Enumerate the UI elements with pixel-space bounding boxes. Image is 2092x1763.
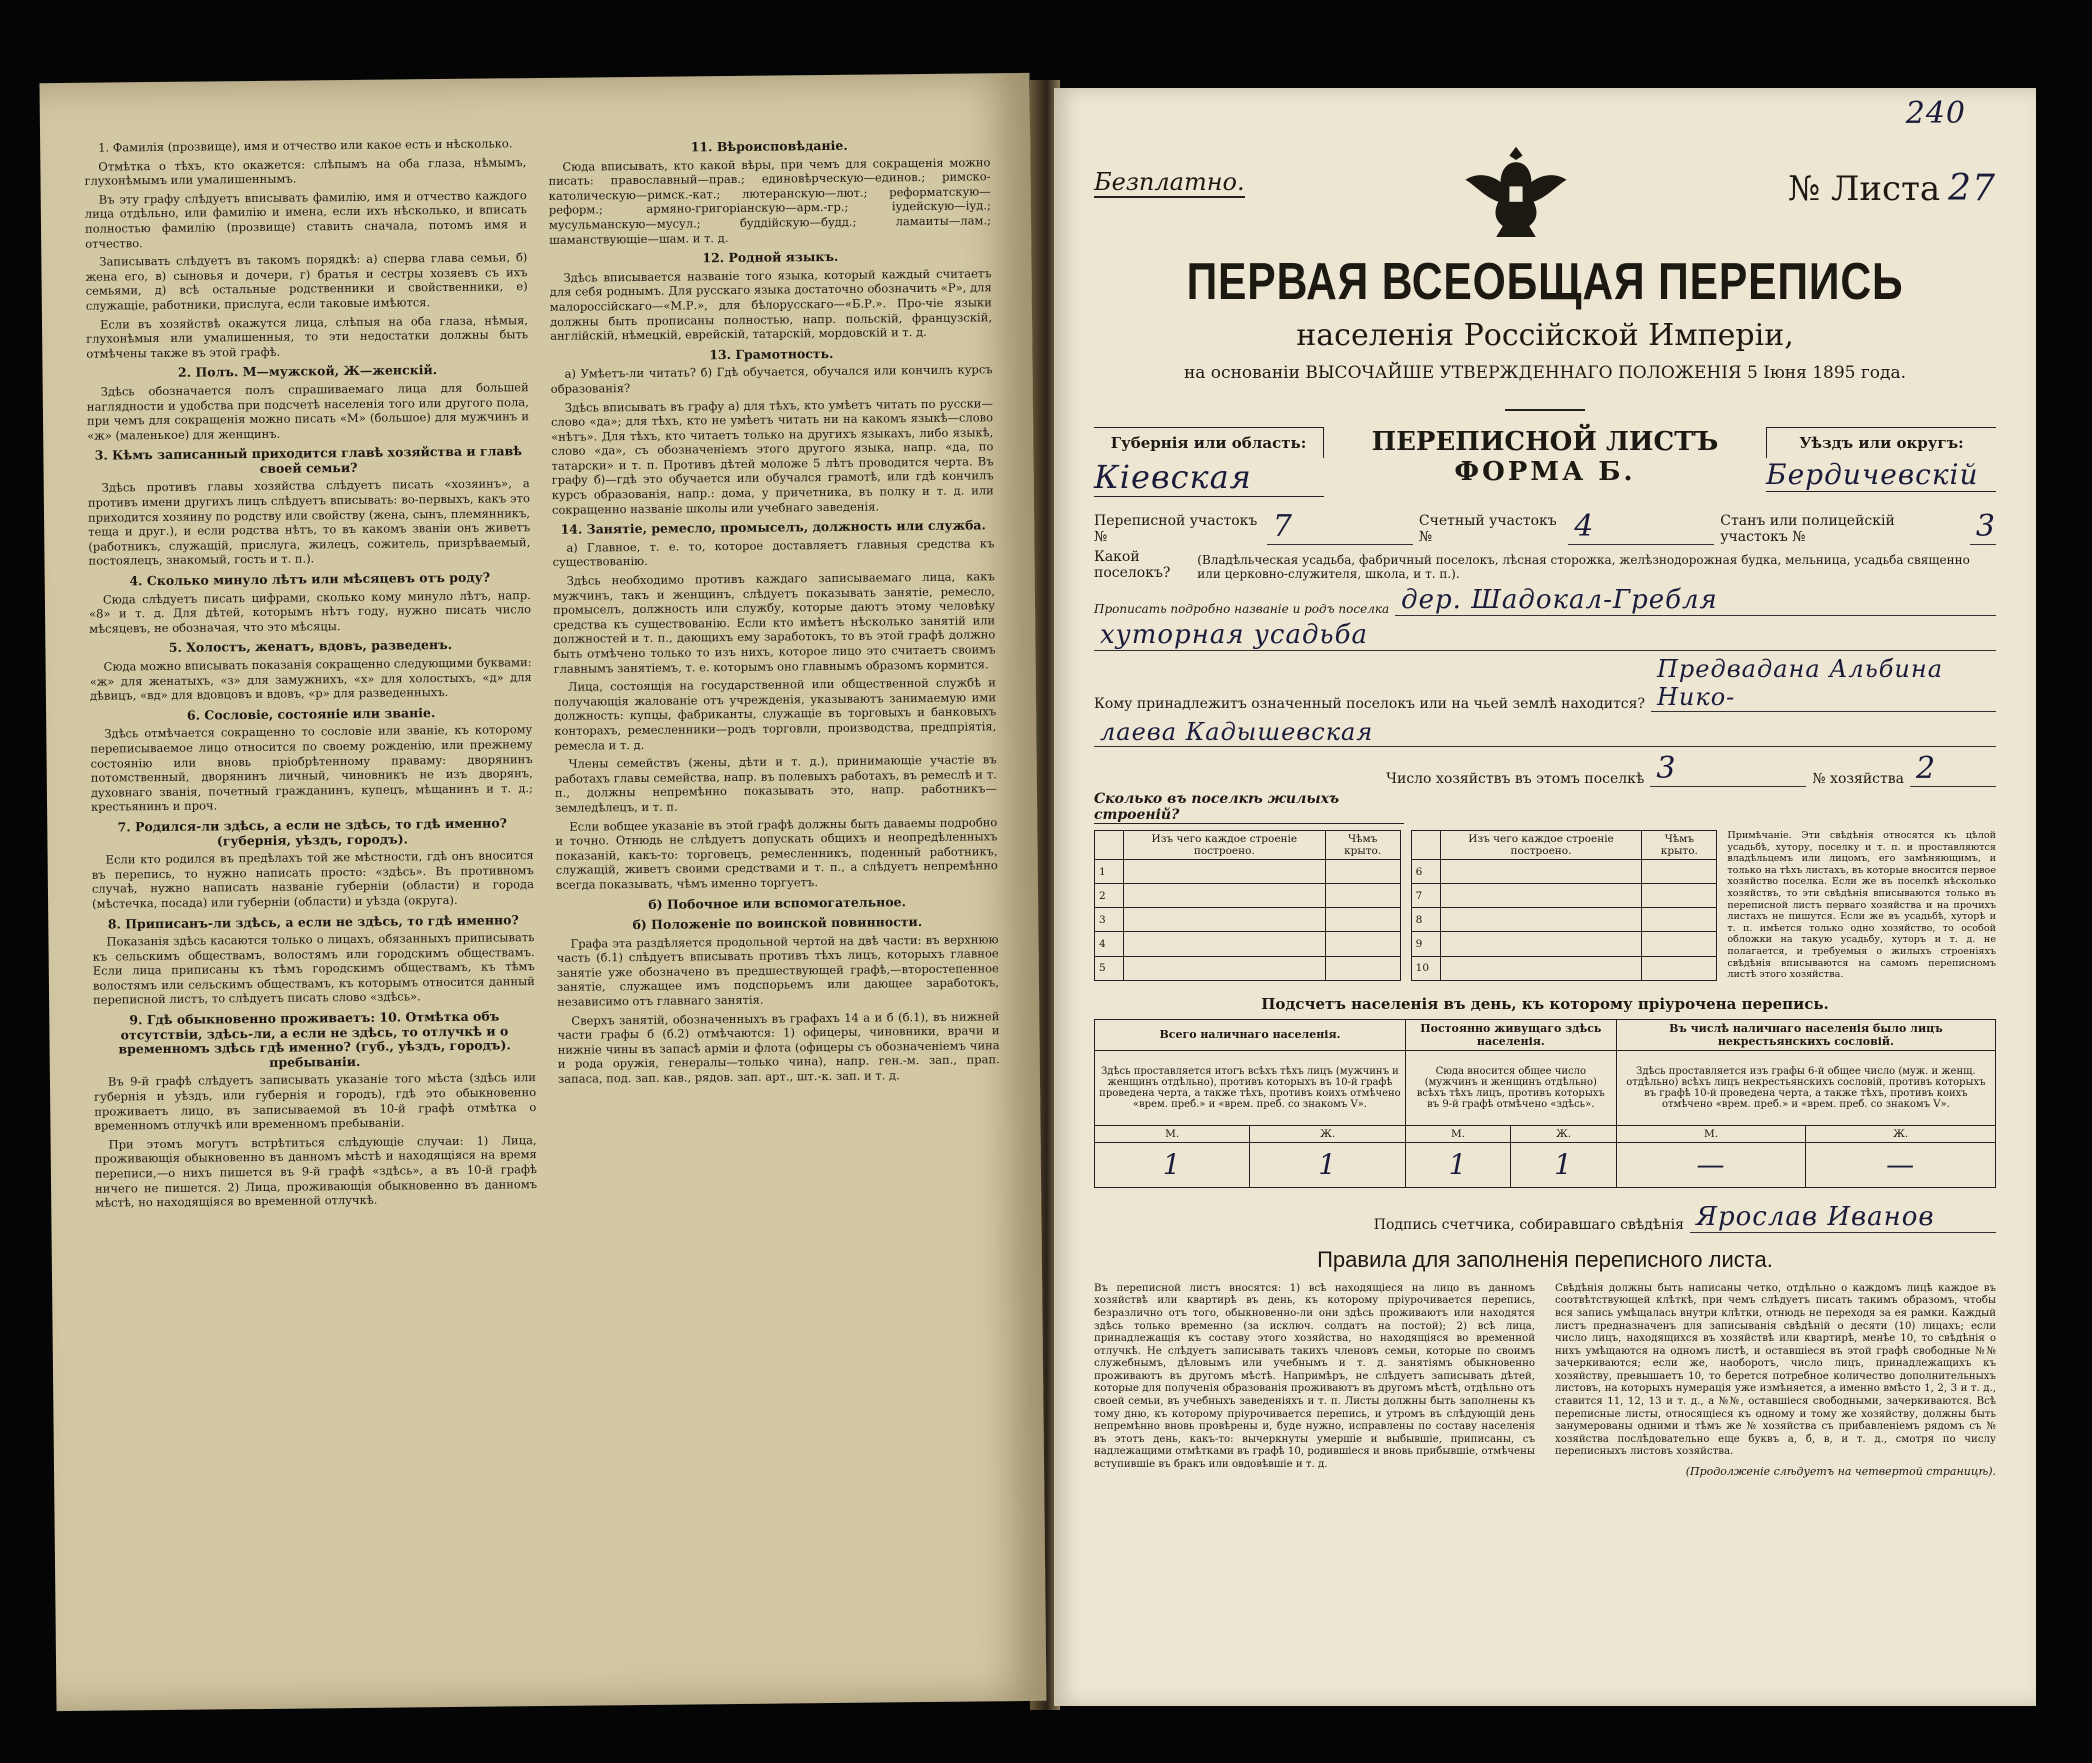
instruction-paragraph: Лица, состоящія на государственной или общественной службѣ и получающія жалованіе отъ учрежденія, указываютъ занимаемую ими должность: купцы, фабриканты, служащіе въ торговыхъ и банковыхъ конторахъ, ремесленники—родъ торговли, производства, предпріятія, ремесла и т. д. bbox=[553, 675, 997, 753]
instruction-paragraph: 1. Фамилія (прозвище), имя и отчество или какое есть и нѣсколько. bbox=[98, 136, 513, 155]
poselok-hint: (Владѣльческая усадьба, фабричный поселокъ, лѣсная сторожка, желѣзнодорожная будка, мельница, усадьба священно или церковно-служителя, школа, и т. п.). bbox=[1197, 553, 1970, 581]
count-sex-label: М. bbox=[1616, 1125, 1806, 1142]
stan-value: 3 bbox=[1970, 509, 1996, 545]
building-row: 6 bbox=[1411, 860, 1717, 884]
building-row: 1 bbox=[1095, 860, 1401, 884]
list-number-label: № Листа bbox=[1788, 169, 1941, 209]
household-number-value: 2 bbox=[1910, 751, 1996, 787]
schet-uchastok-value: 4 bbox=[1568, 509, 1714, 545]
count-col-desc: Здѣсь проставляется изъ графы 6-й общее число (муж. и женщ. отдѣльно) всѣхъ лицъ некрестьянскихъ сословій, противъ которыхъ въ графѣ 10-й проведена черта, а также тѣхъ, противъ коихъ отмѣчено «врем. преб.» и «врем. преб. со знакомъ V». bbox=[1616, 1050, 1995, 1125]
instruction-paragraph: а) Умѣетъ-ли читать? б) Гдѣ обучается, обучался или кончилъ курсъ образованія? bbox=[550, 362, 993, 396]
bld-col-material: Изъ чего каждое строеніе построено. bbox=[1124, 831, 1326, 860]
bld-col-roof-2: Чѣмъ крыто. bbox=[1642, 831, 1717, 860]
instruction-paragraph: Если въ хозяйствѣ окажутся лица, слѣпыя на оба глаза, нѣмыя, глухонѣмыя или умалишенныя, то эти недостатки должны быть отмѣчены также въ этой графѣ. bbox=[86, 312, 529, 361]
instruction-paragraph: Въ 9-й графѣ слѣдуетъ записывать указаніе того мѣста (здѣсь или губернія и уѣздъ, или губернія и городъ), гдѣ это обыкновенно проживаетъ лицо, въ записываемой въ 10-й графѣ отмѣтка о временномъ отлучкѣ или временномъ пребываніи. bbox=[94, 1070, 537, 1133]
instruction-paragraph: Если вобщее указаніе въ этой графѣ должны быть даваемы подробно и точно. Отнюдь не слѣдуетъ допускать общихъ и неопредѣленныхъ показаній, какъ-то: торговецъ, ремесленникъ, поденный работникъ, служащій, живетъ своими средствами и т. п., а слѣдуетъ непремѣнно всегда показывать, чѣмъ именно торгуетъ. bbox=[555, 814, 998, 892]
count-value: — bbox=[1806, 1142, 1996, 1187]
bld-col-material-2: Изъ чего каждое строеніе построено. bbox=[1440, 831, 1642, 860]
count-sex-label: Ж. bbox=[1511, 1125, 1616, 1142]
count-title: Подсчетъ населенія въ день, къ которому пріурочена перепись. bbox=[1261, 994, 1829, 1013]
form-type-letter: ФОРМА Б. bbox=[1454, 457, 1636, 487]
buildings-note: Примѣчаніе. Эти свѣдѣнія относятся къ цѣлой усадьбѣ, хутору, поселку и т. п. и проставляются владѣльцемъ или лицомъ, его замѣняющимъ, и только на тѣхъ листахъ, въ которые вносится первое хозяйство поселка. Если же въ поселкѣ нѣсколько хозяйствъ, то эти свѣдѣнія вписываются только въ переписной листъ перваго хозяйства и на прочихъ листахъ не пишутся. Если же въ усадьбѣ, хуторѣ и т. п. имѣется только одно хозяйство, то особой обложки на такую усадьбу, хуторъ и т. д. не полагается, и требуемыя о жилыхъ строеніяхъ свѣдѣнія вписываются на самомъ переписномъ листѣ этого хозяйства. bbox=[1727, 830, 1996, 981]
instruction-paragraph: Сюда можно вписывать показанія сокращенно следующими буквами: «ж» для женатыхъ, «з» для замужнихъ, «х» для холостыхъ, «д» для дѣвицъ, «вд» для вдовцовъ и вдовъ, «р» для разведенныхъ. bbox=[89, 655, 532, 703]
instruction-heading: 6. Сословіе, состояніе или званіе. bbox=[186, 704, 436, 723]
count-col-head: Постоянно живущаго здѣсь населенія. bbox=[1405, 1019, 1616, 1050]
building-row: 8 bbox=[1411, 908, 1717, 932]
building-row: 10 bbox=[1411, 956, 1717, 980]
count-sex-label: М. bbox=[1405, 1125, 1510, 1142]
instruction-heading: 5. Холостъ, женатъ, вдовъ, разведенъ. bbox=[168, 637, 453, 656]
building-row: 4 bbox=[1095, 932, 1401, 956]
population-count-table bbox=[1094, 1019, 1996, 1188]
poselok-hint-2: Прописать подробно названіе и родъ поселка bbox=[1094, 602, 1390, 616]
count-col-desc: Здѣсь проставляется итогъ всѣхъ тѣхъ лицъ (мужчинъ и женщинъ отдѣльно), противъ которыхъ въ 10-й графѣ проведена черта, а также тѣхъ, противъ коихъ отмѣчено «врем. преб.» и «врем. преб. со знакомъ V». bbox=[1095, 1050, 1406, 1125]
count-sex-label: Ж. bbox=[1250, 1125, 1405, 1142]
instruction-heading: 13. Грамотность. bbox=[709, 345, 834, 362]
instruction-paragraph: Сюда вписывать, кто какой вѣры, при чемъ для сокращенія можно писать: православный—прав.; единовѣрческую—единов.; римско-католическую—римск.-кат.; лютеранскую—лют.; реформатскую—реформ.; армяно-григоріанскую—арм.-гр.; іудейскую—іуд.; мусульманскую—мусул.; буддійскую—будд.; ламаиты—лам.; шаманствующіе—шам. и т. д. bbox=[548, 154, 992, 247]
perep-uchastok-value: 7 bbox=[1267, 509, 1413, 545]
form-main-title: ПЕРВАЯ ВСЕОБЩАЯ ПЕРЕПИСЬ bbox=[1186, 253, 1904, 311]
instruction-paragraph: Члены семействъ (жены, дѣти и т. д.), принимающіе участіе въ работахъ главы семейства, напр. въ полевыхъ работахъ, въ ремеслѣ и т. п., должны непремѣнно показывать это, напр. работникъ—земледѣлецъ, и т. п. bbox=[554, 752, 998, 815]
uezd-value: Бердичевскій bbox=[1766, 458, 1996, 492]
imperial-eagle-emblem-icon bbox=[1461, 138, 1571, 248]
instruction-paragraph: Здѣсь необходимо противъ каждаго записываемаго лица, какъ мужчинъ, такъ и женщинъ, слѣдуетъ показывать занятіе, ремесло, промыселъ, должность или службу, которые даютъ этому человѣку средства къ существованію. Если кто имѣетъ нѣсколько занятій или должностей и т. п., дающихъ ему заработокъ, то въ этой графѣ должно быть отмѣчено только то изъ нихъ, которое лицо это считаетъ своимъ главнымъ занятіемъ, т. е. которымъ оно главнымъ образомъ кормится. bbox=[552, 569, 996, 676]
count-col-desc: Сюда вносится общее число (мужчинъ и женщинъ отдѣльно) всѣхъ тѣхъ лицъ, противъ которыхъ въ 9-й графѣ отмѣчено «здѣсь». bbox=[1405, 1050, 1616, 1125]
owner-label: Кому принадлежитъ означенный поселокъ или на чьей землѣ находится? bbox=[1094, 696, 1645, 712]
schet-uchastok-label: Счетный участокъ № bbox=[1418, 513, 1557, 545]
instruction-heading: 4. Сколько минуло лѣтъ или мѣсяцевъ отъ роду? bbox=[129, 569, 491, 589]
poselok-label: Какой поселокъ? bbox=[1094, 549, 1171, 581]
instruction-heading: 11. Вѣроисповѣданіе. bbox=[690, 137, 848, 155]
building-row: 2 bbox=[1095, 884, 1401, 908]
instruction-heading: 12. Родной языкъ. bbox=[702, 249, 839, 266]
count-value: 1 bbox=[1405, 1142, 1510, 1187]
building-row: 9 bbox=[1411, 932, 1717, 956]
free-label: Безплатно. bbox=[1094, 168, 1245, 196]
instruction-paragraph: Здѣсь отмѣчается сокращенно то сословіе или званіе, къ которому переписываемое лицо относится по своему рожденію, или прежнему состоянію или вновь пріобрѣтенному праваму: дворянинъ потомственный, дворянинъ личный, чиновникъ не изъ дворянъ, духовнаго званія, почетный гражданинъ, купецъ, мѣщанинъ и т. д.; крестьянинъ и проч. bbox=[90, 722, 533, 815]
count-value: 1 bbox=[1095, 1142, 1250, 1187]
buildings-table-left bbox=[1094, 830, 1401, 981]
instruction-heading: 9. Гдѣ обыкновенно проживаетъ: 10. Отмѣтка объ отсутствіи, здѣсь-ли, а если не здѣсь, то отлучкѣ и о временномъ здѣсь гдѣ именно? (губ., уѣздъ, городъ). пребываніи. bbox=[118, 1008, 511, 1070]
instruction-heading: 14. Занятіе, ремесло, промыселъ, должность или служба. bbox=[560, 517, 986, 538]
building-row: 3 bbox=[1095, 908, 1401, 932]
instruction-paragraph: Въ эту графу слѣдуетъ вписывать фамилію, имя и отчество каждого лица отдѣльно, или фамилію и имена, если ихъ нѣсколько, и вписать полностью фамилію (прозвище) ставить сначала, потомъ имя и отчество. bbox=[84, 187, 528, 251]
poselok-value-1: дер. Шадокал-Гребля bbox=[1395, 585, 1996, 616]
buildings-table-right bbox=[1411, 830, 1718, 981]
instruction-paragraph: Графа эта раздѣляется продольной чертой на двѣ части: въ верхнюю часть (б.1) слѣдуетъ вписывать противъ тѣхъ лицъ, которыхъ главное занятіе уже обозначено въ предшествующей графѣ,—второстепенное занятіе, служащее имъ подспорьемъ или дающее заработокъ, независимо отъ главнаго занятія. bbox=[556, 931, 1000, 1009]
count-value: 1 bbox=[1511, 1142, 1616, 1187]
count-col-head: Въ числѣ наличнаго населенія было лицъ некрестьянскихъ сословій. bbox=[1616, 1019, 1995, 1050]
count-value: 1 bbox=[1250, 1142, 1405, 1187]
list-number-value: 27 bbox=[1948, 168, 1996, 209]
uezd-label: Уѣздъ или округъ: bbox=[1766, 427, 1996, 458]
count-sex-label: М. bbox=[1095, 1125, 1250, 1142]
instruction-paragraph: Здѣсь противъ главы хозяйства слѣдуетъ писать «хозяинъ», а противъ имени другихъ лицъ слѣдуетъ вписывать: во-первыхъ, какъ это приходится хозяину по родству или свойству (жена, сынъ, племянникъ, теща и друг.), и если родства нѣтъ, то въ какомъ званіи онъ живетъ (работникъ, служащій, прислуга, жилецъ, сожитель, призрѣваемый, постоялецъ, знакомый, гость и т. п.). bbox=[87, 476, 531, 569]
instruction-heading: 3. Кѣмъ записанный приходится главѣ хозяйства и главѣ своей семьи? bbox=[94, 443, 523, 476]
gubernia-label: Губернія или область: bbox=[1094, 427, 1324, 458]
signature-label: Подпись счетчика, собиравшаго свѣдѣнія bbox=[1373, 1216, 1684, 1233]
instruction-paragraph: а) Главное, т. е. то, которое доставляетъ главныя средства къ существованію. bbox=[552, 536, 995, 570]
bld-col-roof: Чѣмъ крыто. bbox=[1325, 831, 1400, 860]
form-type-title: ПЕРЕПИСНОЙ ЛИСТЪ bbox=[1371, 427, 1719, 457]
rules-title: Правила для заполненія переписного листа. bbox=[1317, 1246, 1773, 1272]
stan-label: Станъ или полицейскій участокъ № bbox=[1720, 513, 1895, 545]
instruction-paragraph: Если кто родился въ предѣлахъ той же мѣстности, гдѣ онъ вносится въ перепись, то нужно написать просто: «здѣсь». Въ противномъ случаѣ, нужно написать названіе губерніи (области) и города (мѣстечка, посада) или губерніи (области) и уѣзда (округа). bbox=[91, 848, 534, 911]
households-value: 3 bbox=[1650, 751, 1806, 787]
instruction-paragraph: Сюда слѣдуетъ писать цифрами, сколько кому минуло лѣтъ, напр. «8» и т. д. Для дѣтей, которымъ нѣтъ году, нужно писать число мѣсяцевъ, не обозначая, что это мѣсяцы. bbox=[88, 587, 532, 636]
left-page-instructions bbox=[40, 73, 1047, 1711]
signature-value: Ярослав Иванов bbox=[1690, 1202, 1996, 1233]
instruction-paragraph: Записывать слѣдуетъ въ такомъ порядкѣ: а) сперва глава семьи, б) жена его, в) сыновья и дочери, г) братья и сестры хозяевъ съ ихъ семьями, д) всѣ остальные родственники и свойственники, е) служащіе, работники, прислуга, если таковые имѣются. bbox=[85, 250, 528, 313]
instruction-paragraph: Здѣсь обозначается полъ спрашиваемаго лица для большей наглядности и удобства при подсчетѣ населенія того или другого пола, при чемъ для сокращенія можно писать «М» (большое) для мужчинъ и «ж» (маленькое) для женщинъ. bbox=[86, 380, 530, 443]
sheet-number: 240 bbox=[1905, 96, 1966, 131]
form-subtitle: населенія Россійской Имперіи, bbox=[1296, 318, 1794, 353]
instruction-paragraph: Сверхъ занятій, обозначенныхъ въ графахъ 14 а и б (б.1), въ нижней части графы б (б.2) отмѣчаются: 1) офицеры, чиновники, врачи и нижніе чины въ запасѣ арміи и флота (офицеры съ обозначеніемъ чина и рода оружія, генералы—только чина), напр. ген.-м. зап., прап. запаса, под. зап. кав., рядов. зап. арт., шт.-к. зап. и т. д. bbox=[557, 1008, 1000, 1086]
rules-right-text: Свѣдѣнія должны быть написаны четко, отдѣльно о каждомъ лицѣ каждое въ соотвѣтствующей клѣткѣ, при чемъ слѣдуетъ писать такимъ образомъ, чтобы вся запись умѣщалась внутри клѣтки, отнюдь не переходя за ея рамки. Каждый листъ предназначенъ для записыванія свѣдѣній о десяти (10) лицахъ; если число лицъ, находящихся въ хозяйствѣ или квартирѣ, менѣе 10, то свѣдѣнія о нихъ умѣщаются на одномъ листѣ, и оставшіеся въ этой графѣ свободные №№ зачеркиваются; если же, наоборотъ, число лицъ, принадлежащихъ къ хозяйству, превышаетъ 10, то берется потребное количество дополнительныхъ листовъ, на которыхъ нумерація уже измѣняется, а именно вмѣсто 1, 2, 3 и т. д., ставится 11, 12, 13 и т. д., а №№, оставшіеся свободными, зачеркиваются. Всѣ переписные листы, относящіеся къ одному и тому же хозяйству, должны быть занумерованы одними и тѣмъ же № хозяйства съ прибавленіемъ рядомъ съ № хозяйства послѣдовательно еще буквъ а, б, в, и т. д., смотря по числу переписныхъ листовъ хозяйства. bbox=[1555, 1282, 1996, 1458]
building-row: 5 bbox=[1095, 956, 1401, 980]
households-label: Число хозяйствъ въ этомъ поселкѣ bbox=[1386, 771, 1645, 787]
instruction-heading: б) Побочное или вспомогательное. bbox=[648, 893, 906, 912]
instruction-heading: 2. Полъ. М—мужской, Ж—женскій. bbox=[177, 362, 438, 381]
instruction-heading: б) Положеніе по воинской повинности. bbox=[632, 914, 923, 933]
perep-uchastok-label: Переписной участокъ № bbox=[1094, 513, 1258, 545]
instructions-column-1 bbox=[84, 136, 542, 1681]
rules-left-text: Въ переписной листъ вносятся: 1) всѣ находящіеся на лицо въ данномъ хозяйствѣ или квартирѣ въ день, къ которому пріурочивается перепись, безразлично отъ того, обыкновенно-ли они здѣсь проживаютъ или находятся здѣсь только временно (за исключ. солдатъ на постой); 2) всѣ лица, принадлежащія къ составу этого хозяйства, но находящіяся во временной отлучкѣ. Не слѣдуетъ записывать такихъ членовъ семьи, которые по своимъ служебнымъ, дѣловымъ или учебнымъ и т. д. занятіямъ обыкновенно проживаютъ въ другомъ мѣстѣ. Напримѣръ, не слѣдуетъ записывать дѣтей, которые для полученія образованія проживаютъ въ другомъ мѣстѣ, отдѣльно отъ своей семьи, въ учебныхъ заведеніяхъ и т. п. Листы должны быть заполнены къ тому дню, къ которому пріурочивается перепись, и утромъ въ слѣдующій день непремѣнно вновь провѣрены и, буде нужно, исправлены по составу населенія въ этотъ день, какъ-то: вычеркнуты умершіе и выбывшіе, приписаны, съ надлежащими отмѣтками въ графѣ 10, родившіеся и вновь прибывшіе, отмѣчены вступившіе въ бракъ или овдовѣвшіе и т. д. bbox=[1094, 1282, 1535, 1471]
poselok-value-2: хуторная усадьба bbox=[1094, 620, 1996, 651]
building-row: 7 bbox=[1411, 884, 1717, 908]
count-value: — bbox=[1616, 1142, 1806, 1187]
rules-continued-note: (Продолженіе слѣдуетъ на четвертой страницѣ). bbox=[1685, 1465, 1996, 1479]
form-legal-basis: на основаніи ВЫСОЧАЙШЕ УТВЕРЖДЕННАГО ПОЛОЖЕНІЯ 5 Іюня 1895 года. bbox=[1183, 363, 1907, 383]
instruction-paragraph: Здѣсь вписывать въ графу а) для тѣхъ, кто умѣетъ читать по русски—слово «да»; для тѣхъ, кто не умѣетъ читать ни на какомъ языкѣ—слово «нѣтъ». Для тѣхъ, кто читаетъ только на другихъ языкахъ, либо языкѣ, слово «да», съ обозначеніемъ этого другого языка, напр. «да, по татарски» и т. п. Противъ дѣтей моложе 5 лѣтъ проводится черта. Въ графу б)—гдѣ это обучается или обучался грамотѣ, или гдѣ кончилъ курсъ образованія, напр.: дома, у причетника, въ полку и т. д. или сокращенно названіе школы или учебнаго заведенія. bbox=[551, 395, 994, 517]
instructions-column-2 bbox=[548, 131, 1006, 1676]
household-number-label: № хозяйства bbox=[1812, 771, 1904, 787]
instruction-heading: 8. Приписанъ-ли здѣсь, а если не здѣсь, то гдѣ именно? bbox=[107, 911, 519, 932]
divider bbox=[1505, 409, 1585, 411]
right-page-census-form bbox=[1054, 88, 2036, 1706]
count-sex-label: Ж. bbox=[1806, 1125, 1996, 1142]
instruction-paragraph: Показанія здѣсь касаются только о лицахъ, обязанныхъ приписывать къ сельскимъ обществамъ, волостямъ или городскимъ обществамъ. Если лица приписаны къ тѣмъ городскимъ обществамъ, къ тѣмъ волостямъ или сельскимъ обществамъ, къ которымъ относится данный переписной листъ, то слѣдуетъ писать слово «здѣсь». bbox=[92, 930, 536, 1008]
gubernia-value: Кіевская bbox=[1094, 458, 1324, 497]
instruction-heading: 7. Родился-ли здѣсь, а если не здѣсь, то гдѣ именно? (губернія, уѣздъ, городъ). bbox=[117, 815, 508, 848]
instruction-paragraph: Здѣсь вписывается названіе того языка, который каждый считаетъ для себя роднымъ. Для русскаго языка достаточно обозначить «Р», для малороссійскаго—«М.Р.», для бѣлорусскаго—«Б.Р.». Про-чіе языки должны быть прописаны полностью, напр. польскій, французскій, англійскій, нѣмецкій, еврейскій, татарскій, мордовскій и т. д. bbox=[549, 266, 993, 344]
instruction-paragraph: Отмѣтка о тѣхъ, кто окажется: слѣпымъ на оба глаза, нѣмымъ, глухонѣмымъ или умалишеннымъ. bbox=[84, 154, 527, 188]
count-col-head: Всего наличнаго населенія. bbox=[1095, 1019, 1406, 1050]
owner-value-2: лаева Кадышевская bbox=[1094, 716, 1996, 747]
buildings-label: Сколько въ поселкѣ жилыхъ строеній? bbox=[1094, 791, 1404, 824]
owner-value-1: Предвадана Альбина Нико- bbox=[1651, 655, 1996, 712]
instruction-paragraph: При этомъ могутъ встрѣтиться слѣдующіе случаи: 1) Лица, проживающія обыкновенно въ данномъ мѣстѣ и находящіяся на время переписи,—о нихъ пишется въ 9-й графѣ «здѣсь», а въ 10-й графѣ ничего не пишется. 2) Лица, проживающія обыкновенно въ данномъ мѣстѣ, но находящіяся во временной отлучкѣ. bbox=[94, 1132, 538, 1210]
